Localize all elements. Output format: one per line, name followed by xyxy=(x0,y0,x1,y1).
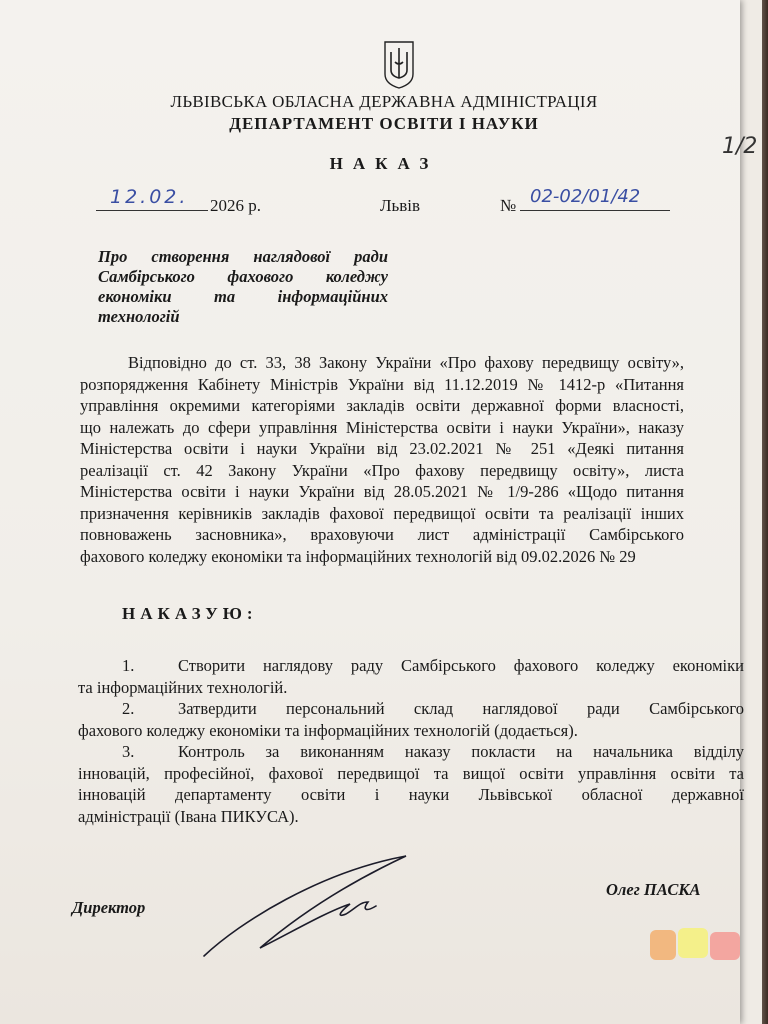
department-name: ДЕПАРТАМЕНТ ОСВІТИ І НАУКИ xyxy=(229,114,539,133)
item-text: інновацій, професійної, фахової передвищої та вищої освіти управління освіти та xyxy=(78,763,744,783)
body-line: реалізації ст. 42 Закону України «Про фахову передвищу освіту», листа xyxy=(80,460,684,480)
margin-mark: 1/2 xyxy=(722,134,758,159)
document-type: НАКАЗ xyxy=(329,154,439,173)
decree-items xyxy=(78,655,744,827)
number-underline xyxy=(520,210,670,211)
list-item xyxy=(78,655,744,677)
signatory-name: Олег ПАСКА xyxy=(606,880,701,899)
body-line: повноважень засновника», враховуючи лист адміністрації Самбірського xyxy=(80,525,684,544)
handwritten-signature xyxy=(200,852,420,962)
item-text: Контроль за виконанням наказу покласти на начальника відділу xyxy=(178,742,744,761)
item-text: Затвердити персональний склад наглядової ради Самбірського xyxy=(178,699,744,718)
body-line: управління окремими категоріями закладів освіти державної форми власності, xyxy=(80,396,684,415)
item-text: Створити наглядову раду Самбірського фахового коледжу економіки xyxy=(178,656,744,675)
subject-line: технологій xyxy=(98,307,180,326)
subject-line: Самбірського фахового коледжу xyxy=(98,267,388,286)
signatory-position: Директор xyxy=(72,898,146,917)
ukraine-trident-icon xyxy=(382,40,416,90)
body-line: фахового коледжу економіки та інформаційних технологій від 09.02.2026 № 29 xyxy=(80,546,636,566)
handwritten-number: 02-02/01/42 xyxy=(530,186,641,207)
list-item xyxy=(78,741,744,763)
body-line: Відповідно до ст. 33, 38 Закону України «Про фахову передвищу освіту», xyxy=(128,353,684,372)
item-text: та інформаційних технологій. xyxy=(78,677,288,697)
subject-line: Про створення наглядової ради xyxy=(98,247,388,266)
decree-heading: НАКАЗУЮ: xyxy=(122,604,258,623)
subject-block xyxy=(98,247,388,327)
body-line: Міністерства освіти і науки України від 28.05.2021 № 1/9-286 «Щодо питання xyxy=(80,482,684,501)
list-item xyxy=(78,698,744,720)
subject-line: економіки та інформаційних xyxy=(98,287,388,306)
organization-name: ЛЬВІВСЬКА ОБЛАСНА ДЕРЖАВНА АДМІНІСТРАЦІЯ xyxy=(170,92,598,111)
colored-markers xyxy=(648,920,744,980)
body-line: призначення керівників закладів фахової передвищої освіти та реалізації інших xyxy=(80,503,684,523)
item-text: фахового коледжу економіки та інформаційних технологій (додається). xyxy=(78,720,578,740)
date-underline xyxy=(96,210,208,211)
body-line: що належать до сфери управління Міністерства освіти і науки України», наказу xyxy=(80,417,684,437)
body-line: Міністерства освіти і науки України від 23.02.2021 № 251 «Деякі питання xyxy=(80,439,684,458)
item-text: адміністрації (Івана ПИКУСА). xyxy=(78,806,299,826)
place: Львів xyxy=(380,196,421,215)
handwritten-date: 12.02. xyxy=(110,186,189,208)
preamble-paragraph xyxy=(80,352,684,567)
item-number: 1. xyxy=(122,656,135,675)
item-number: 3. xyxy=(122,742,135,761)
body-line: розпорядження Кабінету Міністрів України від 11.12.2019 № 1412-р «Питання xyxy=(80,374,684,394)
number-label: № xyxy=(500,196,517,215)
item-number: 2. xyxy=(122,699,135,718)
date-year: 2026 р. xyxy=(210,196,261,215)
item-text: інновацій департаменту освіти і науки Львівської обласної державної xyxy=(78,785,744,804)
